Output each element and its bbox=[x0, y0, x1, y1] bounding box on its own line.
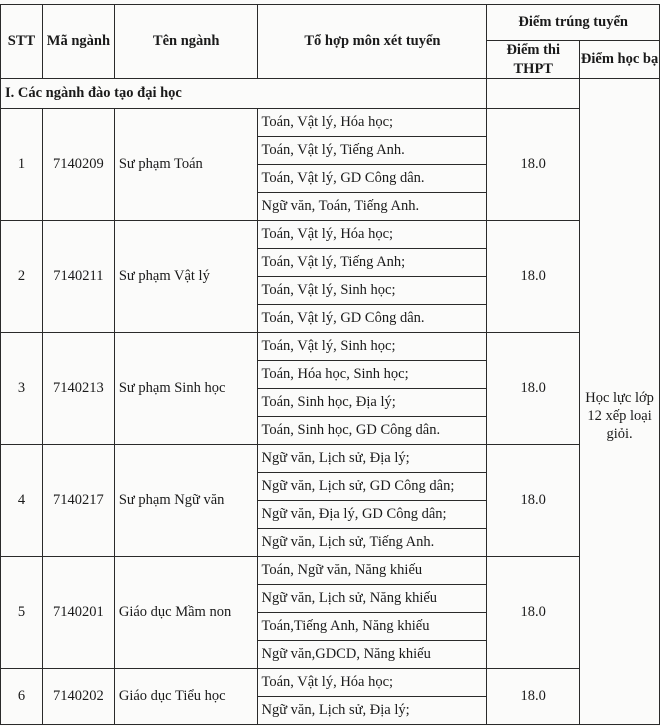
subject-combination: Ngữ văn, Lịch sử, Địa lý; bbox=[258, 697, 487, 725]
row-score-thpt: 18.0 bbox=[487, 221, 580, 333]
row-name: Giáo dục Tiểu học bbox=[114, 669, 258, 725]
subject-combination: Toán, Ngữ văn, Năng khiếu bbox=[258, 557, 487, 585]
row-stt: 1 bbox=[1, 109, 43, 221]
table-row bbox=[1, 221, 660, 249]
table-row bbox=[1, 109, 660, 137]
row-stt: 2 bbox=[1, 221, 43, 333]
header-name: Tên ngành bbox=[114, 5, 258, 79]
subject-combination: Ngữ văn, Lịch sử, Địa lý; bbox=[258, 445, 487, 473]
header-score-thpt: Điểm thi THPT bbox=[487, 41, 580, 79]
subject-combination: Toán, Vật lý, Hóa học; bbox=[258, 109, 487, 137]
subject-combination: Toán,Tiếng Anh, Năng khiếu bbox=[258, 613, 487, 641]
subject-combination: Ngữ văn, Lịch sử, Năng khiếu bbox=[258, 585, 487, 613]
subject-combination: Ngữ văn, Lịch sử, Tiếng Anh. bbox=[258, 529, 487, 557]
row-score-thpt: 18.0 bbox=[487, 557, 580, 669]
subject-combination: Toán, Vật lý, GD Công dân. bbox=[258, 165, 487, 193]
table-row bbox=[1, 557, 660, 585]
row-score-thpt: 18.0 bbox=[487, 669, 580, 725]
header-score-hocba: Điểm học bạ bbox=[580, 41, 660, 79]
row-code: 7140202 bbox=[42, 669, 114, 725]
subject-combination: Toán, Vật lý, Hóa học; bbox=[258, 221, 487, 249]
subject-combination: Toán, Vật lý, Tiếng Anh. bbox=[258, 137, 487, 165]
subject-combination: Toán, Vật lý, Sinh học; bbox=[258, 333, 487, 361]
subject-combination: Toán, Vật lý, Sinh học; bbox=[258, 277, 487, 305]
row-stt: 3 bbox=[1, 333, 43, 445]
row-stt: 5 bbox=[1, 557, 43, 669]
row-name: Sư phạm Toán bbox=[114, 109, 258, 221]
row-name: Sư phạm Vật lý bbox=[114, 221, 258, 333]
row-code: 7140209 bbox=[42, 109, 114, 221]
row-code: 7140217 bbox=[42, 445, 114, 557]
subject-combination: Toán, Sinh học, Địa lý; bbox=[258, 389, 487, 417]
row-name: Sư phạm Ngữ văn bbox=[114, 445, 258, 557]
subject-combination: Toán, Vật lý, Hóa học; bbox=[258, 669, 487, 697]
row-score-thpt: 18.0 bbox=[487, 109, 580, 221]
section-blank-cell bbox=[487, 79, 580, 109]
row-code: 7140201 bbox=[42, 557, 114, 669]
subject-combination: Ngữ văn, Toán, Tiếng Anh. bbox=[258, 193, 487, 221]
subject-combination: Ngữ văn, Lịch sử, GD Công dân; bbox=[258, 473, 487, 501]
header-stt: STT bbox=[1, 5, 43, 79]
row-name: Sư phạm Sinh học bbox=[114, 333, 258, 445]
header-combo: Tổ hợp môn xét tuyển bbox=[258, 5, 487, 79]
subject-combination: Ngữ văn, Địa lý, GD Công dân; bbox=[258, 501, 487, 529]
subject-combination: Ngữ văn,GDCD, Năng khiếu bbox=[258, 641, 487, 669]
subject-combination: Toán, Sinh học, GD Công dân. bbox=[258, 417, 487, 445]
row-code: 7140213 bbox=[42, 333, 114, 445]
section-blank-cell bbox=[580, 79, 660, 109]
header-score-group: Điểm trúng tuyển bbox=[487, 5, 660, 41]
subject-combination: Toán, Hóa học, Sinh học; bbox=[258, 361, 487, 389]
header-code: Mã ngành bbox=[42, 5, 114, 79]
row-stt: 4 bbox=[1, 445, 43, 557]
row-stt: 6 bbox=[1, 669, 43, 725]
row-score-thpt: 18.0 bbox=[487, 333, 580, 445]
row-score-thpt: 18.0 bbox=[487, 445, 580, 557]
table-row bbox=[1, 445, 660, 473]
subject-combination: Toán, Vật lý, Tiếng Anh; bbox=[258, 249, 487, 277]
admission-score-table bbox=[0, 4, 660, 725]
subject-combination: Toán, Vật lý, GD Công dân. bbox=[258, 305, 487, 333]
hocba-requirement: Học lực lớp 12 xếp loại giỏi. bbox=[580, 109, 660, 725]
section-title: I. Các ngành đào tạo đại học bbox=[1, 79, 487, 109]
table-row bbox=[1, 333, 660, 361]
row-name: Giáo dục Mầm non bbox=[114, 557, 258, 669]
table-row bbox=[1, 669, 660, 697]
row-code: 7140211 bbox=[42, 221, 114, 333]
